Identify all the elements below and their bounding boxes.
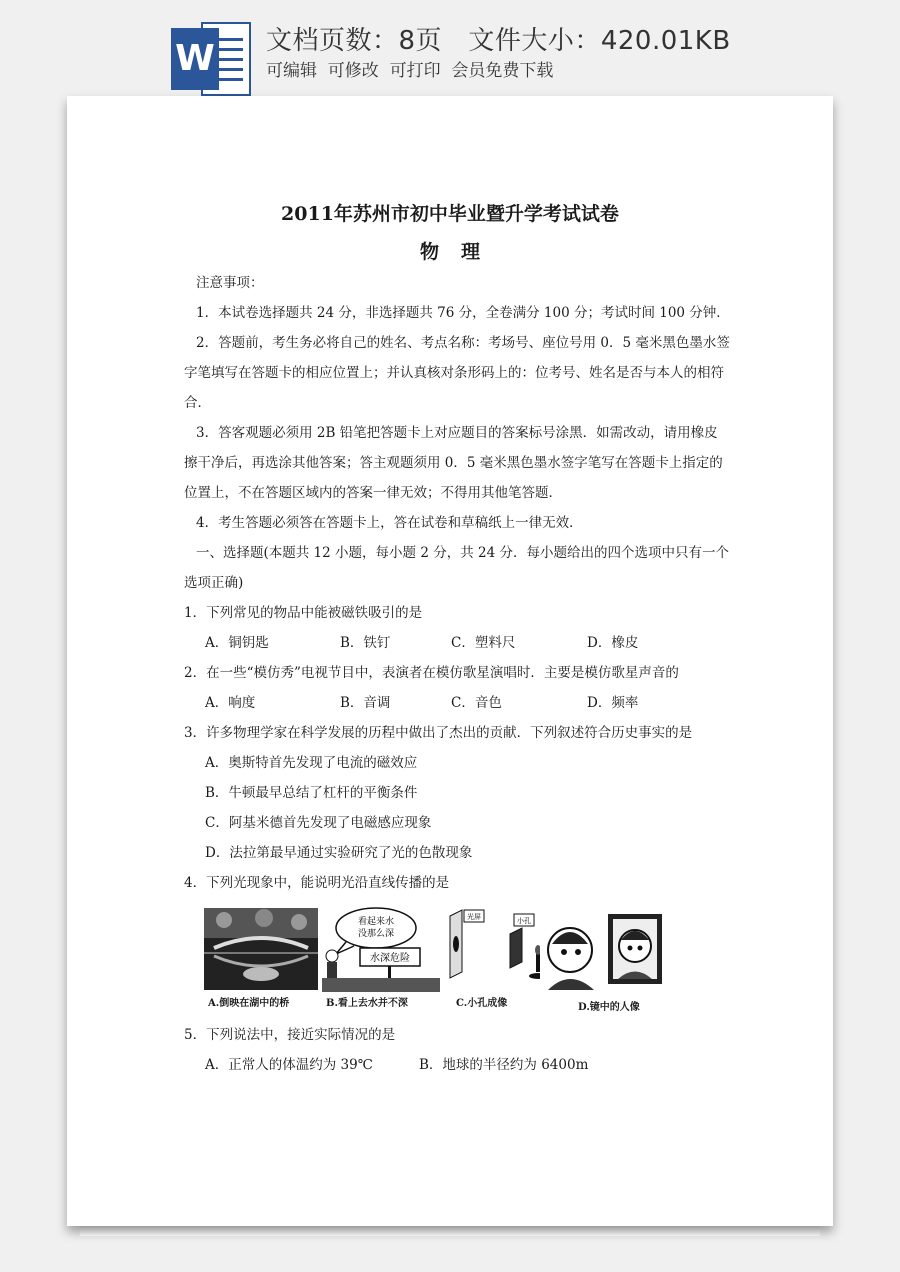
question-1-option-b: B．铁钉: [340, 635, 391, 651]
notice-3-line-3: 位置上，不在答题区域内的答案一律无效；不得用其他笔答题．: [184, 485, 562, 501]
question-1-option-d: D．橡皮: [587, 635, 639, 651]
question-2-option-c: C．音色: [451, 695, 502, 711]
bridge-reflection-picture: [204, 908, 318, 990]
figure-caption-c: C.小孔成像: [456, 998, 508, 1009]
figure-caption-b: B.看上去水并不深: [326, 998, 408, 1009]
question-4-figure: [204, 906, 664, 1012]
question-5-option-a: A．正常人的体温约为 39℃: [205, 1057, 373, 1073]
notice-3-line-2: 擦干净后，再选涂其他答案；答主观题须用 0．5 毫米黑色墨水签字笔写在答题卡上指定的: [184, 455, 723, 471]
notice-2-line-2: 字笔填写在答题卡的相应位置上；并认真核对条形码上的：位考号、姓名是否与本人的相符: [184, 365, 724, 381]
danger-sign-text: 水深危险: [370, 953, 410, 964]
speech-bubble-text-2: 没那么深: [357, 929, 395, 939]
screen-label: 光屏: [467, 913, 481, 921]
file-info-title: 文档页数：8页 文件大小：420.01KB: [266, 26, 731, 56]
figure-caption-d: D.镜中的人像: [578, 1002, 640, 1013]
question-3-option-a: A．奥斯特首先发现了电流的磁效应: [205, 755, 418, 771]
pinhole-imaging-picture: [444, 906, 554, 992]
speech-bubble-text-1: 看起来水: [357, 917, 395, 927]
page-shadow: [80, 1226, 820, 1236]
question-1-stem: 1．下列常见的物品中能被磁铁吸引的是: [184, 605, 423, 621]
hole-label: 小孔: [517, 917, 531, 925]
word-document-icon: [171, 22, 251, 96]
section-1-line-1: 一、选择题(本题共 12 小题，每小题 2 分，共 24 分．每小题给出的四个选项中只有一个: [196, 545, 729, 561]
mirror-image-picture: [540, 910, 664, 990]
notice-4: 4．考生答题必须答在答题卡上，答在试卷和草稿纸上一律无效．: [196, 515, 583, 531]
question-3-stem: 3．许多物理学家在科学发展的历程中做出了杰出的贡献．下列叙述符合历史事实的是: [184, 725, 693, 741]
figure-caption-a: A.倒映在湖中的桥: [208, 998, 290, 1009]
exam-title: 2011年苏州市初中毕业暨升学考试试卷: [281, 203, 619, 225]
notice-3-line-1: 3．答客观题必须用 2B 铅笔把答题卡上对应题目的答案标号涂黑．如需改动，请用橡皮: [196, 425, 718, 441]
file-info-subtitle: 可编辑 可修改 可打印 会员免费下载: [266, 61, 554, 81]
question-2-stem: 2．在一些“模仿秀”电视节目中，表演者在模仿歌星演唱时．主要是模仿歌星声音的: [184, 665, 679, 681]
question-3-option-c: C．阿基米德首先发现了电磁感应现象: [205, 815, 432, 831]
header-banner: [0, 0, 900, 96]
notice-2-line-1: 2．答题前，考生务必将自己的姓名、考点名称：考场号、座位号用 0．5 毫米黑色墨水签: [196, 335, 730, 351]
shallow-water-picture: [322, 906, 440, 992]
question-1-option-a: A．铜钥匙: [205, 635, 269, 651]
question-5-stem: 5．下列说法中，接近实际情况的是: [184, 1027, 396, 1043]
question-1-option-c: C．塑料尺: [451, 635, 516, 651]
notice-heading: 注意事项：: [196, 275, 264, 291]
question-2-option-a: A．响度: [205, 695, 256, 711]
exam-subject: 物理: [419, 241, 502, 263]
question-2-option-b: B．音调: [340, 695, 391, 711]
notice-1: 1．本试卷选择题共 24 分，非选择题共 76 分，全卷满分 100 分；考试时间 100 分钟．: [196, 305, 730, 321]
document-page: [67, 96, 833, 1226]
notice-2-line-3: 合．: [184, 395, 211, 411]
section-1-line-2: 选项正确): [184, 575, 244, 591]
question-3-option-b: B．牛顿最早总结了杠杆的平衡条件: [205, 785, 418, 801]
question-3-option-d: D．法拉第最早通过实验研究了光的色散现象: [205, 845, 473, 861]
question-5-option-b: B．地球的半径约为 6400m: [419, 1057, 589, 1073]
question-2-option-d: D．频率: [587, 695, 639, 711]
word-icon-letter: W: [171, 28, 219, 90]
question-4-stem: 4．下列光现象中，能说明光沿直线传播的是: [184, 875, 450, 891]
